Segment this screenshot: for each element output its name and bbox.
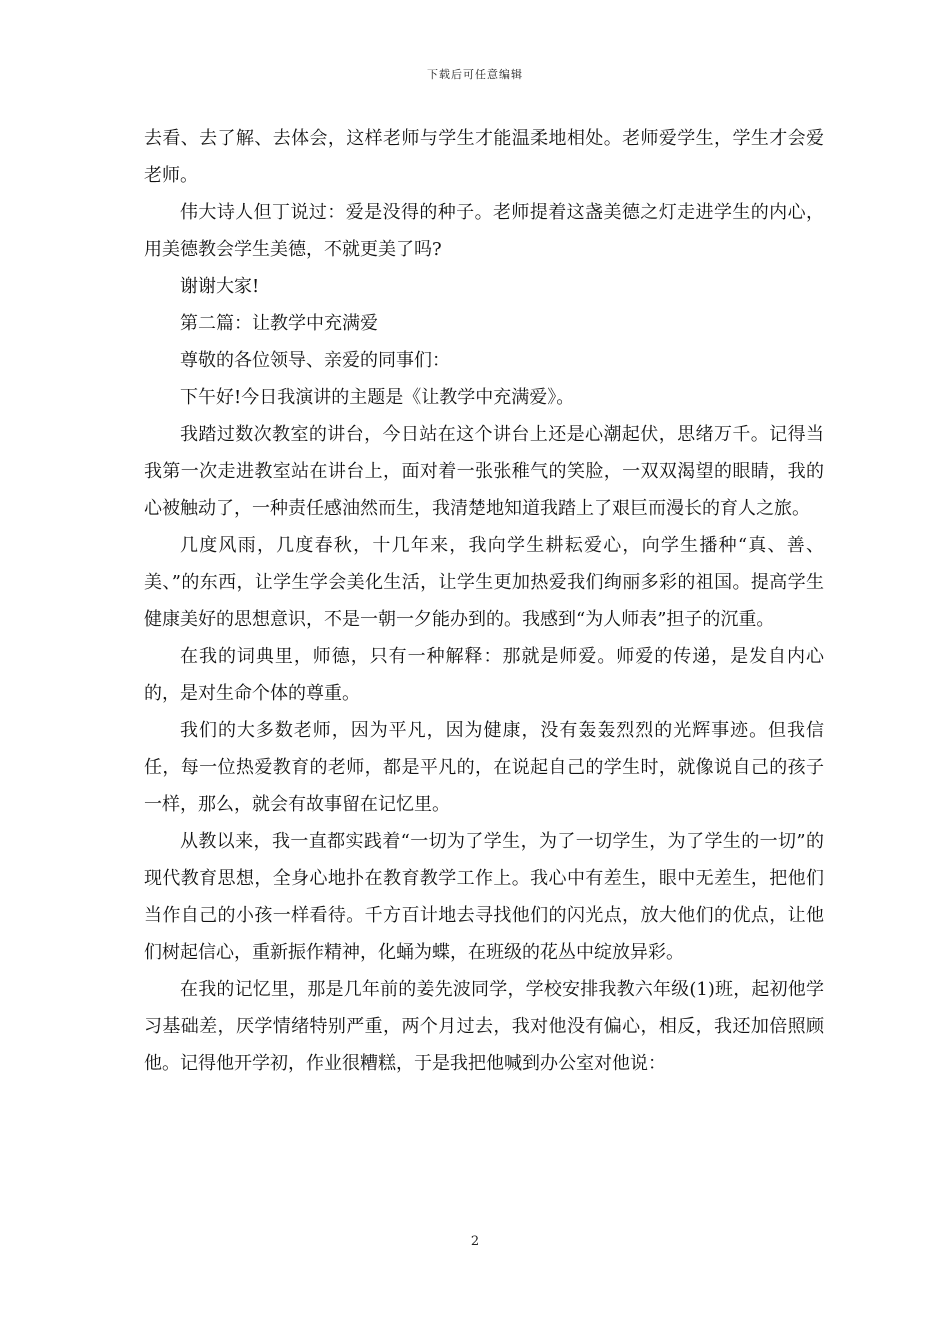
paragraph: 在我的记忆里，那是几年前的姜先波同学，学校安排我教六年级(1)班，起初他学习基础差，厌学情绪特别严重，两个月过去，我对他没有偏心，相反，我还加倍照顾他。记得他开学初，作业很糟糕，于是我把他喊到办公室对他说： <box>144 979 824 1074</box>
page-header: 下载后可任意编辑 <box>427 68 523 81</box>
section-heading: 第二篇：让教学中充满爱 <box>180 313 378 334</box>
paragraph: 在我的词典里，师德，只有一种解释：那就是师爱。师爱的传递，是发自内心的，是对生命个体的尊重。 <box>144 646 824 704</box>
paragraph: 谢谢大家! <box>180 276 260 297</box>
paragraph: 我踏过数次教室的讲台，今日站在这个讲台上还是心潮起伏，思绪万千。记得当我第一次走进教室站在讲台上，面对着一张张稚气的笑脸，一双双渴望的眼睛，我的心被触动了，一种责任感油然而生，我清楚地知道我踏上了艰巨而漫长的育人之旅。 <box>144 424 824 519</box>
paragraph: 几度风雨，几度春秋，十几年来，我向学生耕耘爱心，向学生播种“真、善、美、”的东西，让学生学会美化生活，让学生更加热爱我们绚丽多彩的祖国。提高学生健康美好的思想意识，不是一朝一夕能办到的。我感到“为人师表”担子的沉重。 <box>144 535 824 630</box>
document-body <box>144 120 824 1082</box>
paragraph: 伟大诗人但丁说过：爱是没得的种子。老师提着这盏美德之灯走进学生的内心，用美德教会学生美德，不就更美了吗? <box>144 202 824 260</box>
paragraph: 从教以来，我一直都实践着“一切为了学生，为了一切学生，为了学生的一切”的现代教育思想，全身心地扑在教育教学工作上。我心中有差生，眼中无差生，把他们当作自己的小孩一样看待。千方百计地去寻找他们的闪光点，放大他们的优点，让他们树起信心，重新振作精神，化蛹为蝶，在班级的花丛中绽放异彩。 <box>144 831 824 963</box>
page-number: 2 <box>470 1234 480 1249</box>
paragraph: 下午好!今日我演讲的主题是《让教学中充满爱》。 <box>180 387 575 408</box>
paragraph: 我们的大多数老师，因为平凡，因为健康，没有轰轰烈烈的光辉事迹。但我信任，每一位热爱教育的老师，都是平凡的，在说起自己的学生时，就像说自己的孩子一样，那么，就会有故事留在记忆里。 <box>144 720 824 815</box>
paragraph: 尊敬的各位领导、亲爱的同事们： <box>180 350 450 371</box>
paragraph: 去看、去了解、去体会，这样老师与学生才能温柔地相处。老师爱学生，学生才会爱老师。 <box>144 128 824 186</box>
